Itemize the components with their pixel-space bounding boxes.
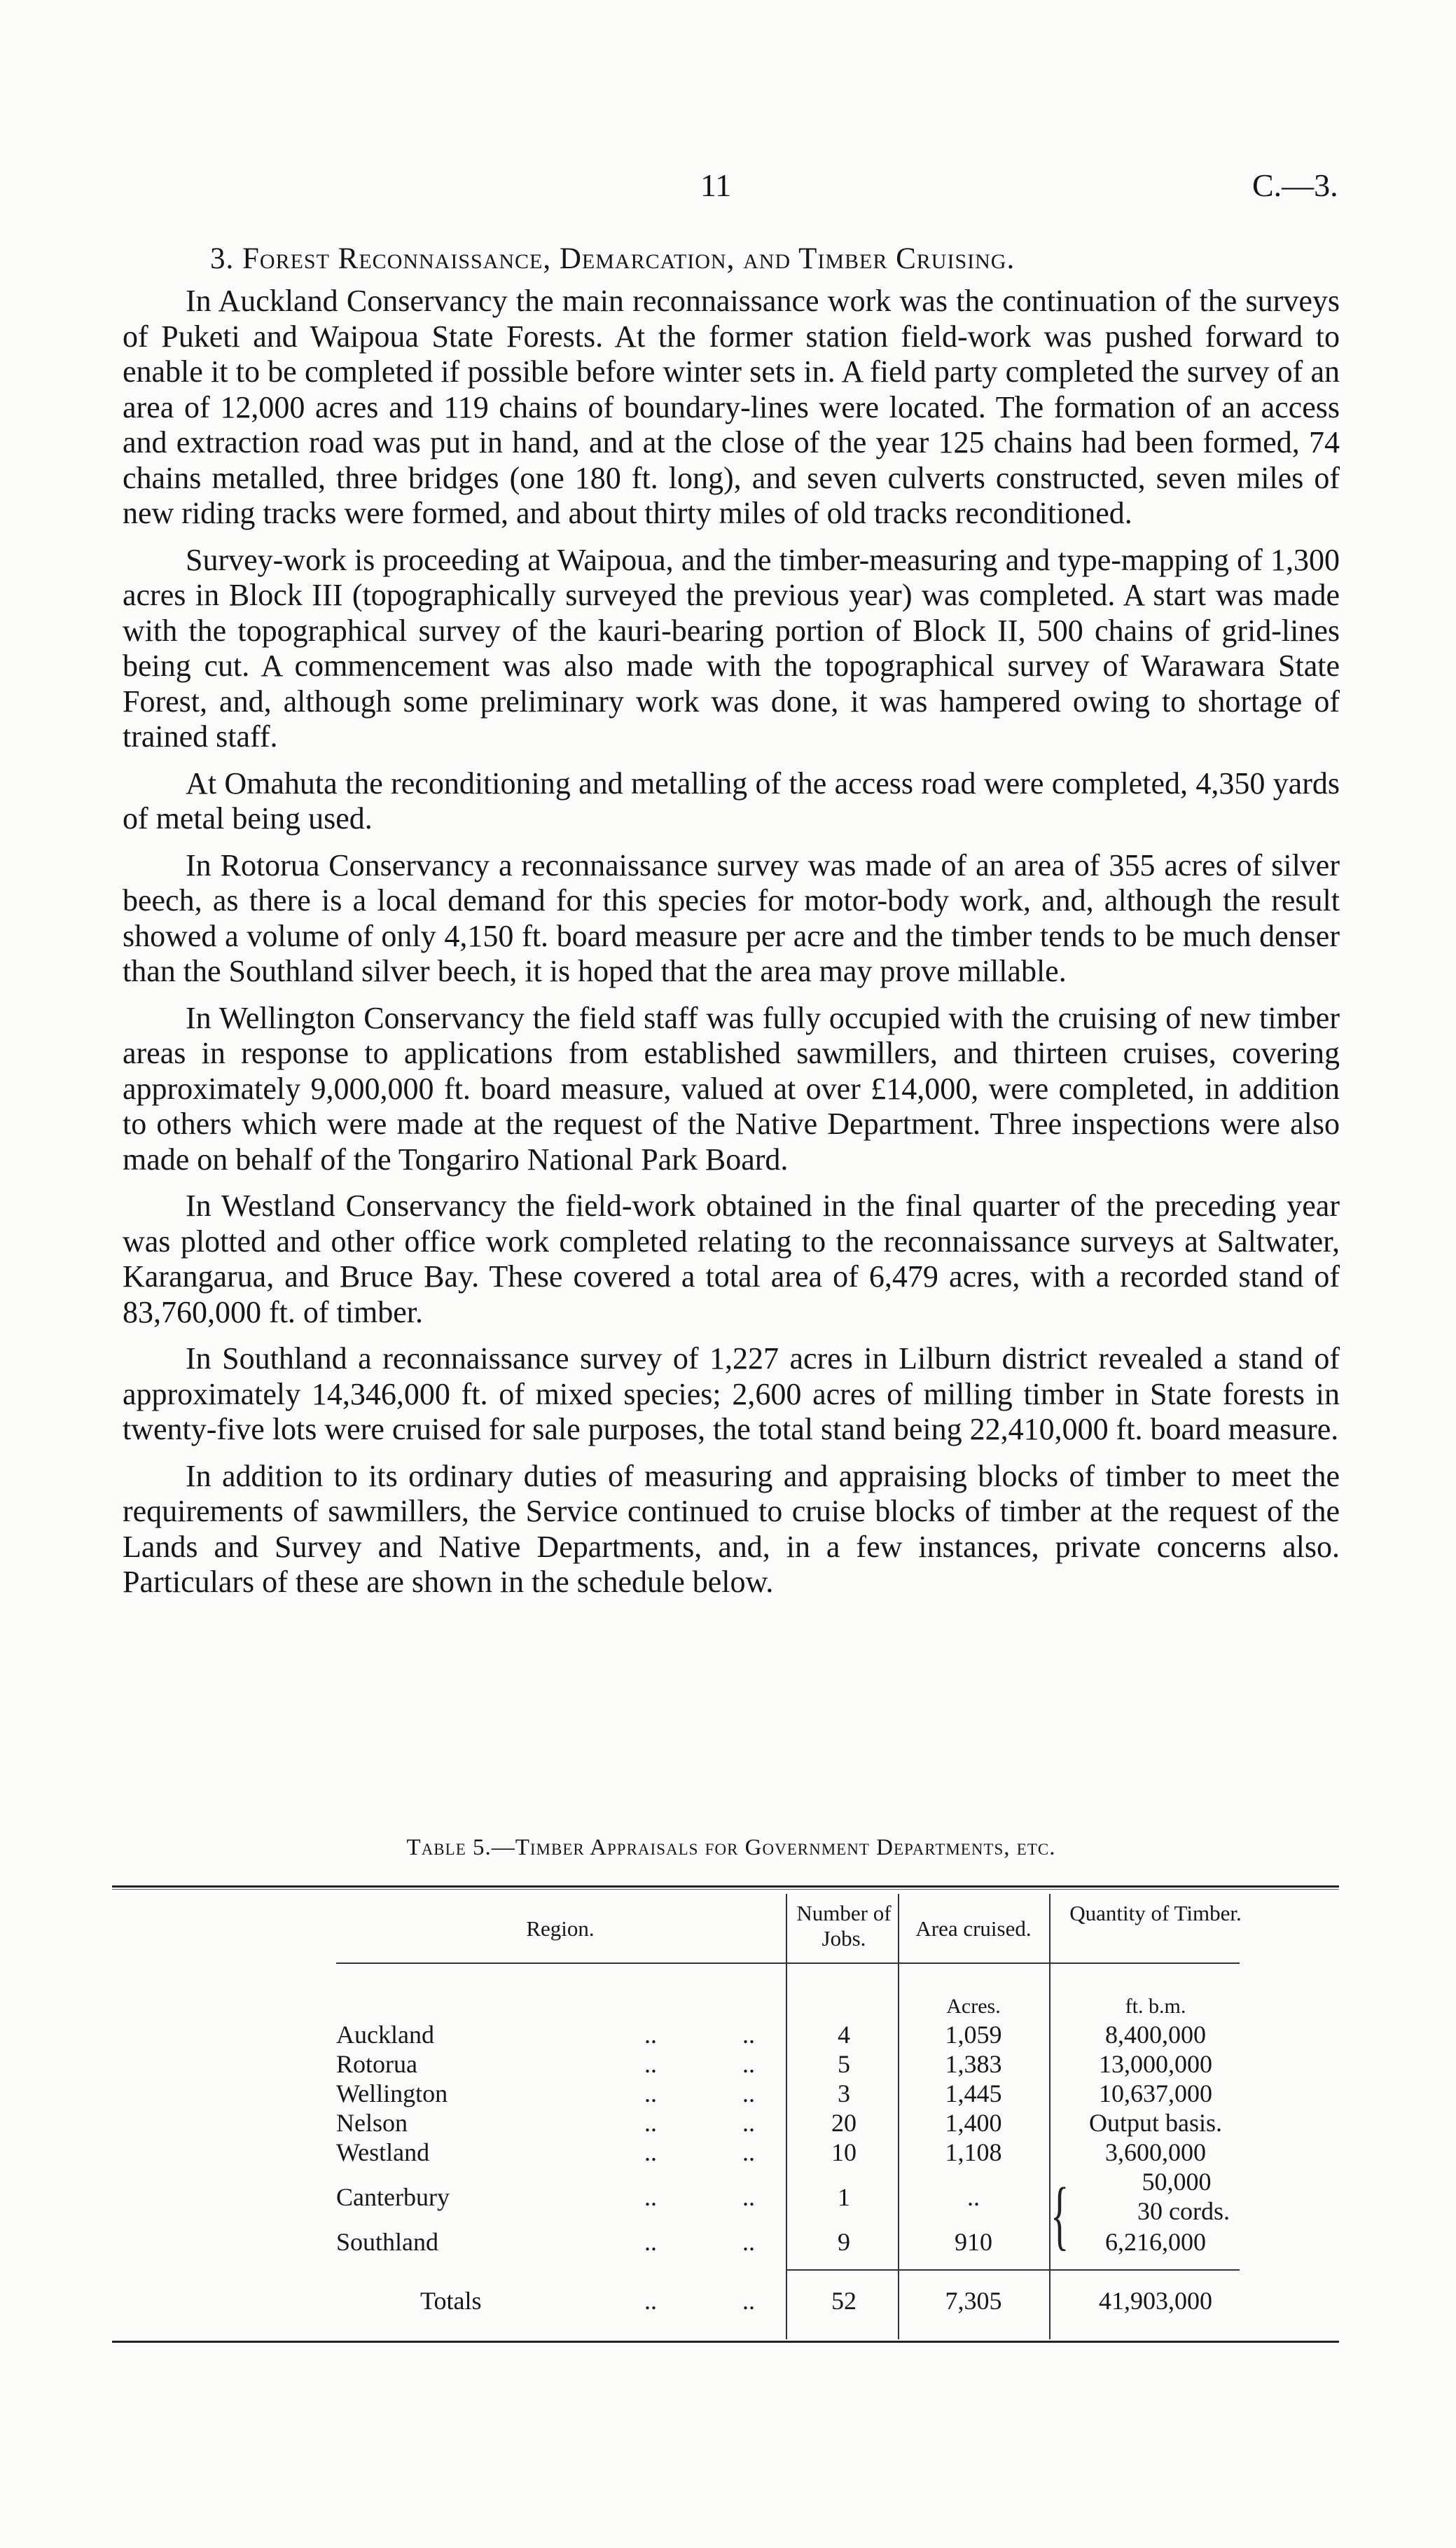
row-quantity: 10,637,000: [1099, 2079, 1212, 2107]
row-quantity: 13,000,000: [1099, 2050, 1212, 2078]
paragraph: In Westland Conservancy the field-work obtained in the final quarter of the preceding year was plotted and other office work completed relating to the reconnaissance surveys at Saltwater, Karangarua, and Bruce Bay. These covered a total area of 6,479 acres, with a recorded stand of 83,760,000 ft. of timber.: [123, 1189, 1340, 1329]
column-divider: [898, 1894, 899, 2339]
header-jobs: Number of Jobs.: [796, 1901, 892, 1951]
leader-dots: ..: [644, 2079, 657, 2107]
leader-dots: ..: [644, 2109, 657, 2137]
timber-appraisals-table: [112, 1885, 1339, 2348]
table-bottom-rule: [112, 2341, 1339, 2343]
row-quantity: 3,600,000: [1105, 2138, 1206, 2166]
row-area: 1,108: [945, 2138, 1002, 2166]
leader-dots: ..: [644, 2183, 657, 2211]
row-area: 1,383: [945, 2050, 1002, 2078]
leader-dots: ..: [742, 2050, 755, 2078]
body-text: [123, 284, 1340, 1612]
row-area: 910: [955, 2228, 992, 2256]
row-quantity: 8,400,000: [1105, 2021, 1206, 2049]
row-jobs: 10: [831, 2138, 857, 2166]
row-area: 1,400: [945, 2109, 1002, 2137]
leader-dots: ..: [742, 2228, 755, 2256]
paragraph: In Auckland Conservancy the main reconnaissance work was the continuation of the surveys of Puketi and Waipoua State Forests. At the former station field-work was pushed forward to enable it to be completed if possible before winter sets in. A field party completed the survey of an area of 12,000 acres and 119 chains of boundary-lines were located. The formation of an access and extraction road was put in hand, and at the close of the year 125 chains had been formed, 74 chains metalled, three bridges (one 180 ft. long), and seven culverts constructed, seven miles of new riding tracks were formed, and about thirty miles of old tracks reconditioned.: [123, 284, 1340, 530]
row-region: Southland: [336, 2228, 439, 2256]
row-jobs: 9: [838, 2228, 850, 2256]
table-top-rule-thin: [112, 1889, 1339, 1890]
header-area: Area cruised.: [915, 1916, 1032, 1941]
header-rule: [336, 1962, 1240, 1964]
row-jobs: 4: [838, 2021, 850, 2049]
leader-dots: ..: [742, 2287, 755, 2315]
totals-quantity: 41,903,000: [1099, 2287, 1212, 2315]
header-region: Region.: [526, 1916, 595, 1941]
paragraph: In Wellington Conservancy the field staff was fully occupied with the cruising of new timber areas in response to applications from established sawmillers, and thirteen cruises, covering approximately 9,000,000 ft. board measure, valued at over £14,000, were completed, in addition to others which were made at the request of the Native Department. Three inspections were also made on behalf of the Tongariro National Park Board.: [123, 1000, 1340, 1177]
column-divider: [786, 1894, 787, 2339]
leader-dots: ..: [742, 2138, 755, 2166]
paragraph: In addition to its ordinary duties of measuring and appraising blocks of timber to meet the requirements of sawmillers, the Service continued to cruise blocks of timber at the request of the Lands and Survey and Native Departments, and, in a few instances, private concerns also. Particulars of these are shown in the schedule below.: [123, 1458, 1340, 1599]
header-quantity: Quantity of Timber.: [1069, 1901, 1242, 1925]
leader-dots: ..: [644, 2021, 657, 2049]
leader-dots: ..: [742, 2109, 755, 2137]
row-region: Auckland: [336, 2021, 434, 2049]
row-area: 1,059: [945, 2021, 1002, 2049]
document-reference: C.—3.: [1252, 167, 1338, 203]
row-quantity: 6,216,000: [1105, 2228, 1206, 2256]
table-top-rule: [112, 1885, 1339, 1888]
page-number: 11: [700, 167, 732, 203]
row-quantity: Output basis.: [1088, 2109, 1222, 2137]
row-jobs: 3: [838, 2079, 850, 2107]
paragraph: At Omahuta the reconditioning and metalling of the access road were completed, 4,350 yards of metal being used.: [123, 766, 1340, 836]
paragraph: Survey-work is proceeding at Waipoua, and the timber-measuring and type-mapping of 1,300 acres in Block III (topographically surveyed the previous year) was completed. A start was made with the topographical survey of the kauri-bearing portion of Block II, 500 chains of grid-lines being cut. A commencement was also made with the topographical survey of Warawara State Forest, and, although some preliminary work was done, it was hampered owing to shortage of trained staff.: [123, 542, 1340, 754]
leader-dots: ..: [644, 2228, 657, 2256]
row-region: Canterbury: [336, 2183, 450, 2211]
totals-jobs: 52: [831, 2287, 857, 2315]
row-jobs: 5: [838, 2050, 850, 2078]
row-region: Westland: [336, 2138, 430, 2166]
row-region: Wellington: [336, 2079, 448, 2107]
leader-dots: ..: [644, 2287, 657, 2315]
paragraph: In Southland a reconnaissance survey of 1,227 acres in Lilburn district revealed a stand of approximately 14,346,000 ft. of mixed species; 2,600 acres of milling timber in State forests in twenty-five lots were cruised for sale purposes, the total stand being 22,410,000 ft. board measure.: [123, 1341, 1340, 1446]
leader-dots: ..: [742, 2183, 755, 2211]
table-caption: Table 5.—Timber Appraisals for Government Departments, etc.: [406, 1835, 1056, 1860]
row-region: Rotorua: [336, 2050, 417, 2078]
row-quantity-extra: 30 cords.: [1137, 2197, 1230, 2225]
row-region: Nelson: [336, 2109, 408, 2137]
totals-area: 7,305: [945, 2287, 1002, 2315]
leader-dots: ..: [644, 2138, 657, 2166]
curly-brace-icon: {: [1051, 2172, 1069, 2257]
leader-dots: ..: [742, 2079, 755, 2107]
row-jobs: 20: [831, 2109, 857, 2137]
row-area: 1,445: [945, 2079, 1002, 2107]
units-acres: Acres.: [946, 1995, 1001, 2018]
row-jobs: 1: [838, 2183, 850, 2211]
units-quantity: ft. b.m.: [1125, 1995, 1186, 2018]
leader-dots: ..: [742, 2021, 755, 2049]
section-heading: 3. Forest Reconnaissance, Demarcation, and Timber Cruising.: [210, 242, 1015, 275]
row-quantity: 50,000: [1142, 2168, 1212, 2196]
totals-rule: [786, 2269, 1240, 2271]
row-area: ..: [967, 2183, 980, 2211]
totals-label: Totals: [420, 2287, 482, 2315]
leader-dots: ..: [644, 2050, 657, 2078]
paragraph: In Rotorua Conservancy a reconnaissance survey was made of an area of 355 acres of silver beech, as there is a local demand for this species for motor-body work, and, although the result showed a volume of only 4,150 ft. board measure per acre and the timber tends to be much denser than the Southland silver beech, it is hoped that the area may prove millable.: [123, 847, 1340, 988]
